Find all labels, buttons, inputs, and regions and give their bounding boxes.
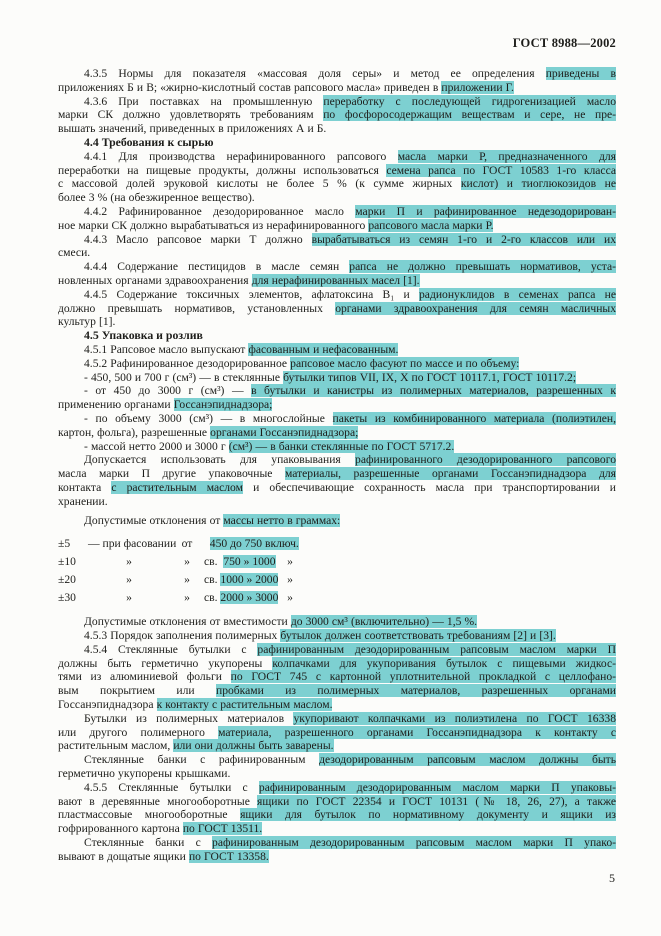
text-line (58, 795, 616, 809)
text-segment: гофрированного картона (58, 822, 183, 836)
highlighted-text: по фосфоросодержащим веществам и сере, не пре- (323, 108, 617, 122)
highlighted-text: органами здравоохранения для семян масличных (335, 301, 616, 315)
highlighted-text: пробками из полимерных материалов, разрешенных органами (215, 684, 616, 698)
text-line (58, 726, 616, 740)
text-segment: - массой нетто 2000 и 3000 г (84, 439, 229, 453)
highlighted-text: масла марки Р, предназначенного для (397, 149, 616, 163)
text-segment: применению органами (58, 398, 174, 412)
text-segment: Бутылки из полимерных материалов (84, 711, 294, 725)
text-line (58, 781, 616, 795)
text-segment: переработки на пищевые продукты, должны использоваться (58, 163, 387, 177)
highlighted-text: 1000 » 2000 (220, 573, 279, 587)
highlighted-text: вырабатываться из семян 1-го и 2-го классов или их (311, 232, 616, 246)
highlighted-text: приложении Г. (441, 80, 514, 94)
text-segment (204, 537, 210, 550)
paragraph (58, 453, 616, 508)
highlighted-text: рафинированным дезодорированным маслом марки П упаковы- (258, 780, 616, 794)
text-segment: хранении. (58, 494, 108, 508)
paragraph (58, 836, 616, 864)
highlighted-text: семена рапса по ГОСТ 10583 1-го класса (386, 163, 616, 177)
highlighted-text: Госсанэпиднадзора; (173, 398, 273, 412)
text-segment: масла марки П другие упаковочные (58, 467, 285, 481)
highlighted-text: для нерафинированных масел [1]. (251, 273, 420, 287)
text-line (58, 219, 616, 233)
text-segment: приложениях Б и В; «жирно-кислотный состав рапсового масла» приведен в (58, 80, 442, 94)
highlighted-text: рафинированным дезодорированным рапсовым маслом марки П (257, 642, 616, 656)
paragraph (58, 233, 616, 261)
text-line (58, 108, 616, 122)
highlighted-text: материала, разрешенного органами Госсанэпиднадзора к контакту с (218, 725, 616, 739)
highlighted-text: рафинированного дезодорированного рапсового (355, 453, 616, 467)
highlighted-text: кислот) и тиоглюкозидов не (460, 177, 616, 191)
tolerance-row (58, 589, 616, 607)
tolerance-range (204, 535, 616, 553)
highlighted-text: по ГОСТ 13358. (188, 849, 269, 863)
text-segment: 4.4.5 Содержание токсичных элементов, афлатоксина В₁ и (84, 287, 419, 301)
paragraph (58, 412, 616, 440)
tolerance-c1: ±30 (58, 591, 76, 605)
tolerance-table (58, 535, 616, 607)
highlighted-text: рафинированным дезодорированным рапсовым маслом марки П упако- (212, 836, 616, 850)
text-segment: ное марки СК должно вырабатываться из нерафинированного (58, 218, 369, 232)
text-line (58, 440, 616, 454)
tolerance-c2: » (126, 591, 132, 605)
text-line (58, 767, 616, 781)
text-line (58, 481, 616, 495)
text-segment: должны быть герметично укупорены (58, 656, 273, 670)
text-line (58, 412, 616, 426)
paragraph (58, 615, 616, 629)
paragraph (58, 629, 616, 643)
tolerance-c1: ±5 (58, 537, 71, 551)
highlighted-text: укупоривают колпачками из полиэтилена по ГОСТ 16338 (293, 711, 616, 725)
highlighted-text: (см³) — в банки стеклянные по ГОСТ 5717.2. (228, 439, 455, 453)
highlighted-text: или они должны быть заварены. (173, 739, 334, 753)
text-segment: вывают в дощатые ящики (58, 849, 189, 863)
paragraph (58, 514, 616, 528)
text-line (58, 384, 616, 398)
text-segment: или другого полимерного (58, 725, 219, 739)
paragraph (58, 712, 616, 753)
highlighted-text: ящики по ГОСТ 22354 и ГОСТ 10131 (№ 18, 26, 27), а также (257, 794, 616, 808)
text-line (58, 426, 616, 440)
text-segment: должно превышать нормативов, установленных (58, 301, 336, 315)
paragraph (58, 753, 616, 781)
text-segment: 4.5.1 Рапсовое масло выпускают (84, 342, 249, 356)
highlighted-text: 2000 » 3000 (220, 591, 279, 605)
text-segment: вают в деревянные многооборотные (58, 794, 258, 808)
text-line (58, 836, 616, 850)
tolerance-c2: » (126, 573, 132, 587)
text-segment: герметично укупорены крышками. (58, 767, 231, 781)
text-segment: картон, фольга), разрешенные (58, 425, 211, 439)
highlighted-text: по ГОСТ 13511. (182, 822, 263, 836)
text-segment: св. (204, 573, 221, 587)
paragraph (58, 384, 616, 412)
highlighted-text: 450 до 750 включ. (209, 537, 299, 551)
text-line (58, 246, 616, 260)
highlighted-text: до 3000 см³ (включительно) — 1,5 %. (290, 615, 478, 629)
highlighted-text: пакеты из комбинированного материала (полиэтилен, (332, 411, 616, 425)
tolerance-range (204, 553, 616, 571)
tolerance-c3: от (181, 537, 193, 551)
paragraph (58, 371, 616, 385)
page-footer (609, 871, 615, 886)
text-segment: 4.5.2 Рафинированное дезодорированное (84, 356, 291, 370)
text-line (58, 495, 616, 509)
text-segment: 4.5.3 Порядок заполнения полимерных (84, 629, 281, 643)
highlighted-text: приведены в (545, 67, 616, 80)
paragraph (58, 440, 616, 454)
text-segment: 4.3.5 Нормы для показателя «массовая доля серы» и метод ее определения (84, 67, 546, 80)
tolerance-row (58, 553, 616, 571)
text-line (58, 274, 616, 288)
text-line (58, 371, 616, 385)
text-segment: новленных органами здравоохранения (58, 273, 252, 287)
text-segment: 4.4.4 Содержание пестицидов в масле семян (84, 260, 350, 274)
highlighted-text: рапсового масла марки Р. (368, 218, 494, 232)
text-segment: 4.5.4 Стеклянные бутылки с (84, 642, 258, 656)
text-line (58, 164, 616, 178)
paragraph (58, 781, 616, 836)
text-segment: смеси. (58, 246, 91, 260)
text-segment: Стеклянные банки с (84, 836, 213, 850)
text-segment: вышать значений, приведенных в приложениях А и Б. (58, 122, 327, 136)
text-segment: пластмассовые многооборотные (58, 808, 241, 822)
text-segment: » (278, 573, 293, 587)
paragraph (58, 643, 616, 712)
text-segment: св. (204, 555, 224, 569)
text-segment: - по объему 3000 (см³) — в многослойные (84, 411, 333, 425)
text-line (58, 288, 616, 302)
tolerance-range (204, 571, 616, 589)
highlighted-text: рапса не должно превышать нормативов, уста- (349, 260, 616, 274)
highlighted-text: с растительным маслом (111, 480, 243, 494)
paragraph (58, 288, 616, 329)
text-line (58, 850, 616, 864)
section-heading: 4.4 Требования к сырью (84, 134, 214, 149)
text-line (58, 739, 616, 753)
text-segment: » (275, 555, 293, 569)
text-segment: более 3 % (на обезжиренное вещество). (58, 191, 255, 205)
highlighted-text: марки П и рафинированное недезодорирован- (355, 204, 616, 218)
text-segment: Допустимые отклонения от (84, 513, 224, 527)
highlighted-text: переработку с последующей гидрогенизацией масло (323, 94, 616, 108)
tolerance-row (58, 535, 616, 553)
highlighted-text: радионуклидов в семенах рапса не (419, 287, 616, 301)
text-segment: - 450, 500 и 700 г (см³) — в стеклянные (84, 370, 284, 384)
text-line (58, 684, 616, 698)
paragraph (58, 95, 616, 136)
tolerance-c1: ±20 (58, 573, 76, 587)
text-segment: вым покрытием или (58, 684, 216, 698)
text-line (58, 453, 616, 467)
tolerance-c3: » (184, 591, 190, 605)
text-line (58, 657, 616, 671)
highlighted-text: рапсовое масло фасуют по массе и по объему: (290, 356, 520, 370)
text-line (58, 205, 616, 219)
highlighted-text: по ГОСТ 745 с картонной уплотнительной прокладкой с целлофано- (230, 670, 616, 684)
text-line (58, 315, 616, 329)
highlighted-text: материалы, разрешенные органами Госсанэпиднадзора для (284, 467, 616, 481)
text-segment: контакта (58, 480, 112, 494)
paragraph (58, 357, 616, 371)
highlighted-text: к контакту с растительным маслом. (156, 698, 333, 712)
text-segment: растительным маслом, (58, 739, 174, 753)
text-line (58, 122, 616, 136)
text-line (58, 398, 616, 412)
text-segment: св. (204, 591, 221, 605)
text-segment: Стеклянные банки с рафинированным (84, 753, 320, 767)
text-line (58, 615, 616, 629)
text-segment: 4.5.5 Стеклянные бутылки с (84, 780, 259, 794)
page-number: 5 (609, 871, 615, 885)
text-line (58, 357, 616, 371)
page-header (58, 36, 616, 51)
tolerance-c3: » (184, 555, 190, 569)
text-line (58, 233, 616, 247)
text-segment: 4.4.3 Масло рапсовое марки Т должно (84, 232, 312, 246)
text-segment: Допускается использовать для упаковывания (84, 453, 356, 467)
tolerance-c3: » (184, 573, 190, 587)
highlighted-text: массы нетто в граммах: (223, 513, 341, 527)
paragraph (58, 343, 616, 357)
tolerance-c2: — при фасовании (88, 537, 177, 551)
text-line (58, 643, 616, 657)
highlighted-text: ящики для бутылок по нормативному документу и ящики из (240, 808, 616, 822)
text-line (58, 95, 616, 109)
text-line (58, 260, 616, 274)
text-segment: и обеспечивающие сохранность масла при транспортировании и (242, 480, 616, 494)
text-line (58, 808, 616, 822)
tolerance-c2: » (126, 555, 132, 569)
text-line (58, 629, 616, 643)
text-line (58, 302, 616, 316)
text-line (58, 514, 616, 528)
tolerance-c1: ±10 (58, 555, 76, 569)
highlighted-text: в бутылки и канистры из полимерных материалов, разрешенных к (251, 384, 616, 398)
standard-number: ГОСТ 8988—2002 (512, 36, 616, 50)
tolerance-row (58, 571, 616, 589)
text-segment: - от 450 до 3000 г (см³) — (84, 384, 252, 398)
text-segment: культур [1]. (58, 315, 116, 329)
document-body (58, 67, 616, 864)
text-line (58, 67, 616, 81)
text-line (58, 150, 616, 164)
highlighted-text: фасованным и нефасованным. (248, 342, 399, 356)
text-segment: » (278, 591, 293, 605)
text-segment: 4.4.1 Для производства нерафинированного рапсового (84, 149, 398, 163)
text-segment: Допустимые отклонения от вместимости (84, 615, 291, 629)
tolerance-range (204, 589, 616, 607)
text-line (58, 753, 616, 767)
highlighted-text: органами Госсанэпиднадзора; (210, 425, 359, 439)
text-segment: тями из алюминиевой фольги (58, 670, 231, 684)
highlighted-text: дезодорированным рапсовым маслом должны быть (319, 753, 616, 767)
text-line (58, 822, 616, 836)
text-line (58, 177, 616, 191)
text-line (58, 670, 616, 684)
text-segment: 4.3.6 При поставках на промышленную (84, 94, 324, 108)
paragraph (58, 205, 616, 233)
highlighted-text: бутылки типов VII, IX, X по ГОСТ 10117.1, ГОСТ 10117.2; (283, 370, 577, 384)
paragraph (58, 67, 616, 95)
paragraph (58, 260, 616, 288)
section-heading: 4.5 Упаковка и розлив (84, 328, 203, 343)
highlighted-text: 750 » 1000 (223, 555, 276, 569)
highlighted-text: бутылок должен соответствовать требованиям [2] и [3]. (280, 629, 556, 643)
paragraph (58, 150, 616, 205)
text-line (58, 343, 616, 357)
highlighted-text: колпачками для укупоривания бутылок с пищевыми жидкос- (272, 656, 616, 670)
text-segment: Госсанэпиднадзора (58, 698, 157, 712)
text-segment: 4.4.2 Рафинированное дезодорированное масло (84, 204, 356, 218)
text-line (58, 712, 616, 726)
text-line (58, 698, 616, 712)
text-line (58, 81, 616, 95)
text-line (58, 467, 616, 481)
text-segment: с массовой долей эруковой кислоты не более 5 % (к сумме жирных (58, 177, 461, 191)
text-line (58, 191, 616, 205)
text-segment: марки СК должно удовлетворять требованиям (58, 108, 324, 122)
